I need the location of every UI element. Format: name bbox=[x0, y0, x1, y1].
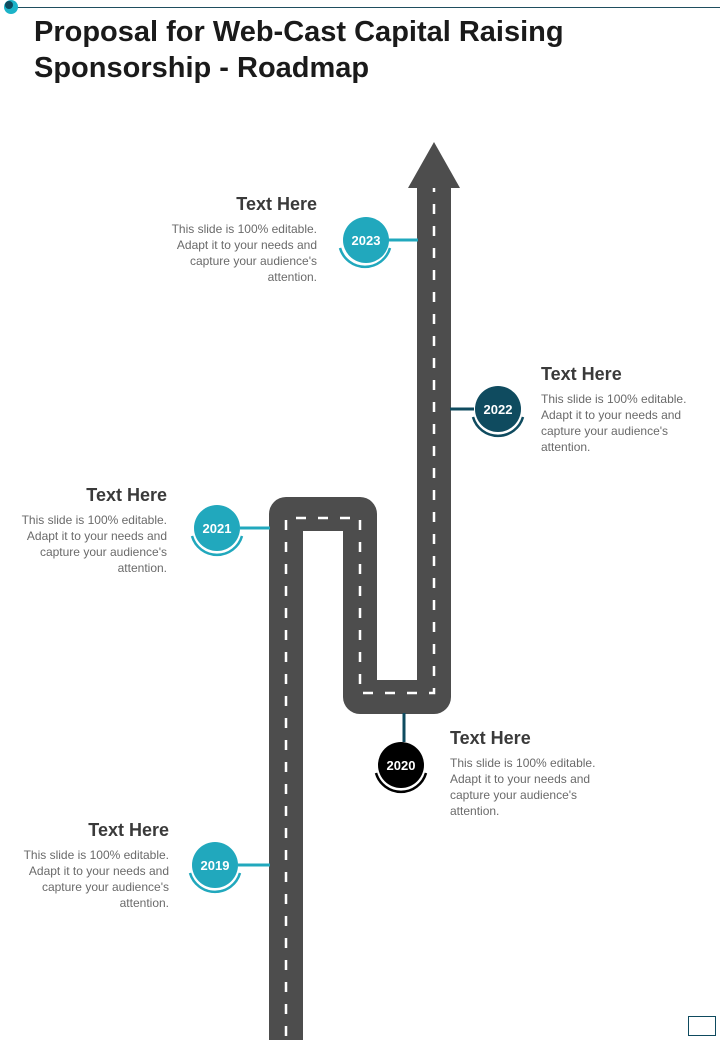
page-number: 20 bbox=[695, 1020, 709, 1034]
page-number-badge bbox=[688, 1016, 716, 1036]
milestone-body-2020: This slide is 100% editable. Adapt it to your needs and capture your audience's attention. bbox=[450, 756, 596, 818]
year-label-2023: 2023 bbox=[351, 233, 381, 248]
milestone-text-2023 bbox=[157, 194, 317, 285]
milestone-heading-2021: Text Here bbox=[86, 485, 167, 505]
milestone-marker-2020 bbox=[376, 742, 426, 792]
milestone-heading-2019: Text Here bbox=[88, 820, 169, 840]
milestone-body-2023: This slide is 100% editable. Adapt it to your needs and capture your audience's attention. bbox=[171, 222, 317, 284]
milestone-text-2020 bbox=[450, 728, 600, 819]
milestone-body-2022: This slide is 100% editable. Adapt it to your needs and capture your audience's attention. bbox=[541, 392, 687, 454]
milestone-body-2021: This slide is 100% editable. Adapt it to your needs and capture your audience's attention. bbox=[21, 513, 167, 575]
milestone-text-2021 bbox=[7, 485, 167, 576]
lane-markings bbox=[286, 188, 434, 1036]
road-arrow-head-icon bbox=[408, 142, 460, 188]
milestone-heading-2020: Text Here bbox=[450, 728, 531, 748]
title-line-1: Proposal for Web-Cast Capital Raising bbox=[34, 16, 564, 48]
milestone-marker-2022 bbox=[473, 386, 523, 436]
milestone-heading-2023: Text Here bbox=[236, 194, 317, 214]
year-label-2020: 2020 bbox=[386, 758, 416, 773]
milestone-marker-2019 bbox=[190, 842, 240, 892]
year-label-2021: 2021 bbox=[202, 521, 232, 536]
year-label-2022: 2022 bbox=[483, 402, 513, 417]
milestone-text-2022 bbox=[541, 364, 691, 455]
milestone-marker-2021 bbox=[192, 505, 242, 555]
milestone-marker-2023 bbox=[340, 217, 390, 267]
year-label-2019: 2019 bbox=[200, 858, 230, 873]
milestone-heading-2022: Text Here bbox=[541, 364, 622, 384]
milestone-body-2019: This slide is 100% editable. Adapt it to your needs and capture your audience's attention. bbox=[23, 848, 169, 910]
title-line-2: Sponsorship - Roadmap bbox=[34, 52, 370, 84]
milestone-text-2019 bbox=[9, 820, 169, 911]
